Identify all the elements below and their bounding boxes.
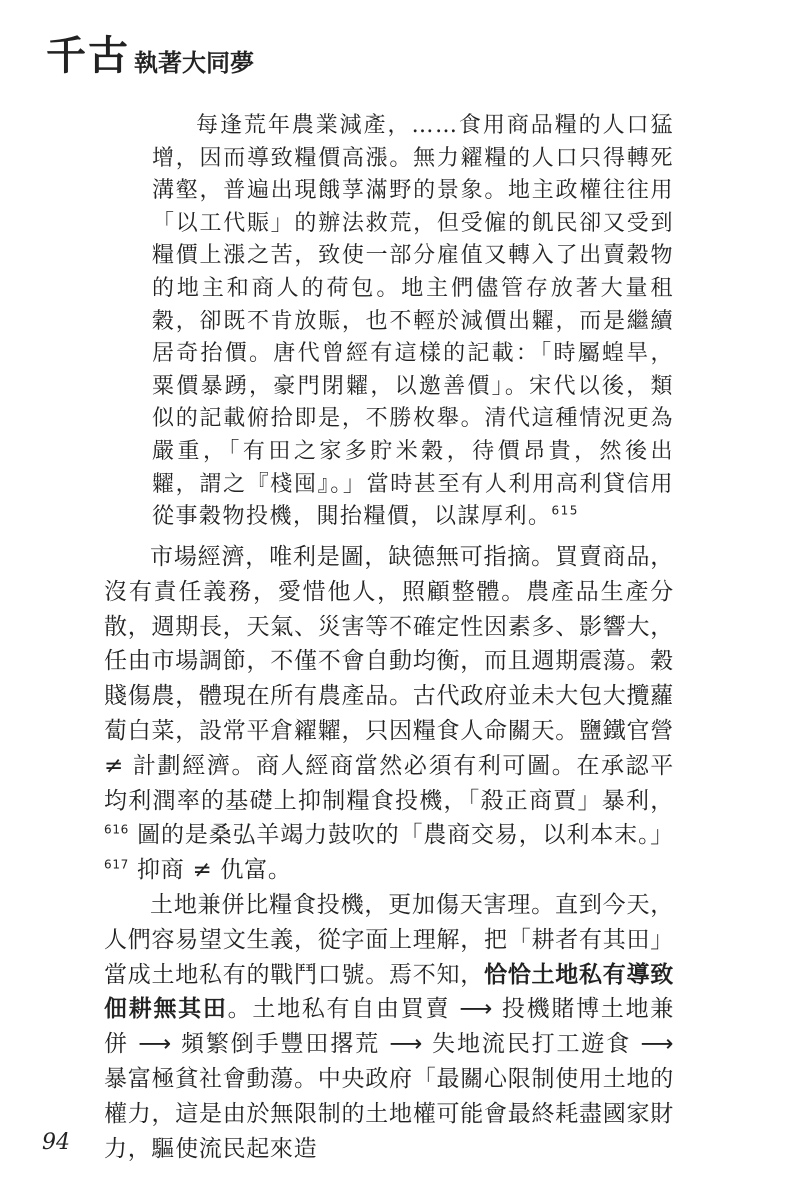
page-number: 94 [42,1130,70,1155]
quote-text: 每逢荒年農業減產，……食用商品糧的人口猛增，因而導致糧價高漲。無力糴糧的人口只得轉死溝壑，普遍出現餓莩滿野的景象。地主政權往往用「以工代賑」的辦法救荒，但受僱的飢民卻又受到糧價上漲之苦，致使一部分雇值又轉入了出賣穀物的地主和商人的荷包。地主們儘管存放著大量租穀，卻既不肯放賑，也不輕於減價出糶，而是繼續居奇抬價。唐代曾經有這樣的記載：「時屬蝗旱，粟價暴踴，豪門閉糶，以邀善價」。宋代以後，類似的記載俯拾即是，不勝枚舉。清代這種情況更為嚴重，「有田之家多貯米穀，待價昂貴，然後出糶，謂之『棧囤』。」當時甚至有人利用高利貸信用從事穀物投機，閧抬糧價，以謀厚利。 [152,113,674,530]
footnote-ref-616: 616 [104,822,130,837]
block-quote [152,110,674,534]
para1-text-a: 市場經濟，唯利是圖，缺德無可指摘。買賣商品，沒有責任義務，愛惜他人，照顧整體。農產品生產分散，週期長，天氣、災害等不確定性因素多、影響大，任由市場調節，不僅不會自動均衡，而且週期震蕩。穀賤傷農，體現在所有農產品。古代政府並未大包大攬蘿蔔白菜，設常平倉糴糶，只因糧食人命關天。鹽鐵官營 ≠ 計劃經濟。商人經商當然必須有利可圖。在承認平均利潤率的基礎上抑制糧食投機，「殺正商賈」暴利， [104,544,674,814]
body-paragraph-2 [104,888,674,1166]
body-paragraph-1 [104,540,674,888]
footnote-ref-617: 617 [104,857,130,872]
running-header [46,32,254,79]
header-title-small: 執著大同夢 [134,47,254,77]
para2-text-a: 土地兼併比糧食投機，更加傷天害理。直到今天，人們容易望文生義，從字面上理解，把「耕者有其田」當成土地私有的戰鬥口號。焉不知， [104,891,674,988]
body-text [104,540,674,1166]
footnote-ref-615: 615 [551,503,579,518]
header-title-big: 千古 [46,32,130,79]
para1-text-b: 圖的是桑弘羊竭力鼓吹的「農商交易，以利本末。」 [129,822,674,849]
para2-bold-text: 恰恰土地私有導致佃耕無其田 [104,961,674,1023]
para1-text-c: 抑商 ≠ 仇富。 [129,857,292,884]
para2-text-b: 。土地私有自由買賣 ⟶ 投機賭博土地兼併 ⟶ 頻繁倒手豐田撂荒 ⟶ 失地流民打工遊食 ⟶ 暴富極貧社會動蕩。中央政府「最關心限制使用土地的權力，這是由於無限制的土地權可能會最終耗盡國家財力，驅使流民起來造 [104,996,674,1162]
quote-paragraph [152,110,674,534]
